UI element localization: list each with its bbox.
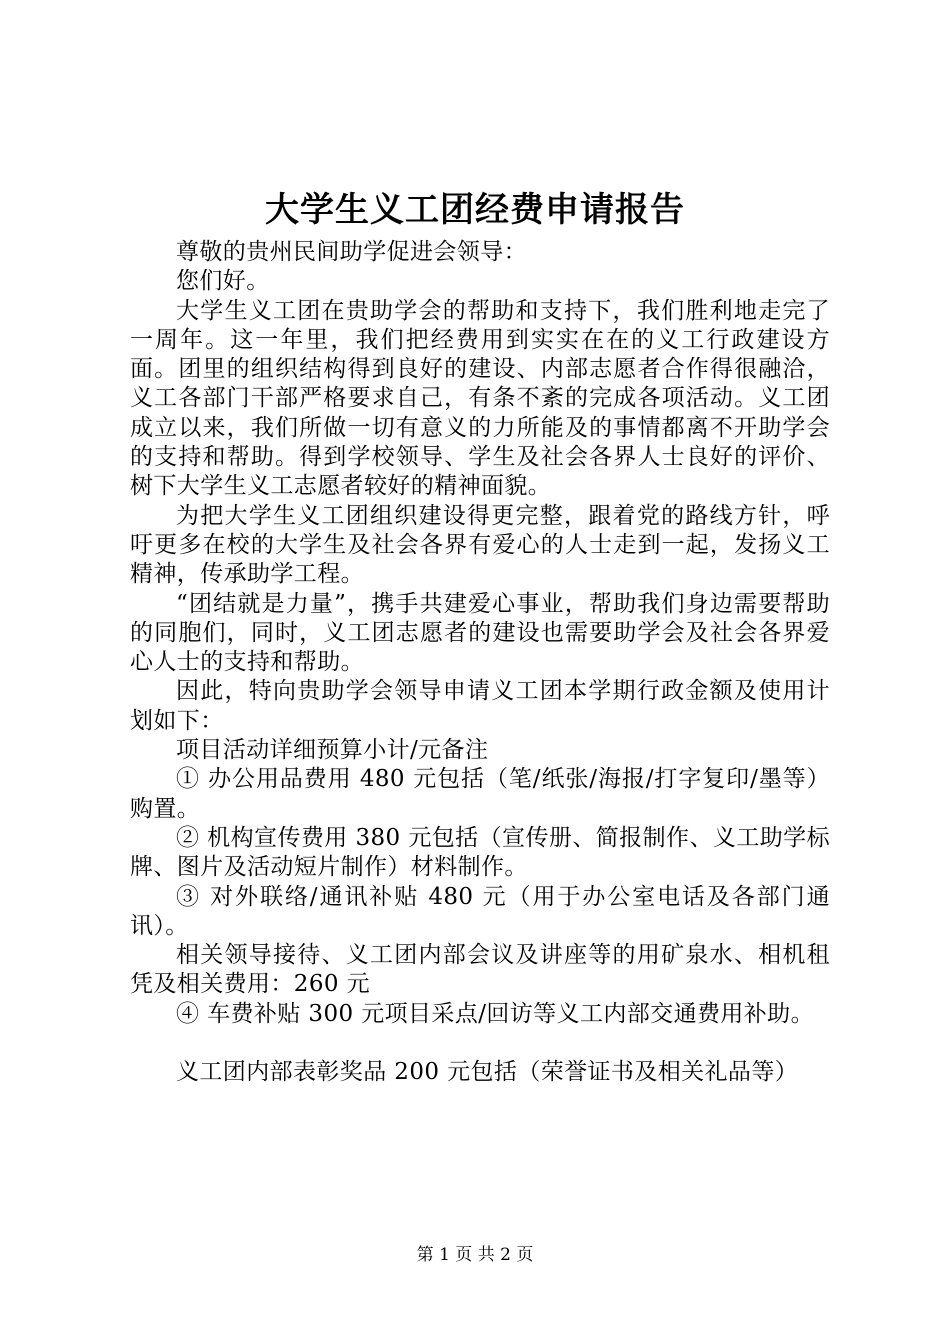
document-body [130,238,830,1087]
budget-item-publicity: ② 机构宣传费用 380 元包括（宣传册、简报制作、义工助学标牌、图片及活动短片制作）材料制作。 [130,824,830,881]
budget-header: 项目活动详细预算小计/元备注 [176,737,489,764]
greeting: 您们好。 [176,268,270,295]
budget-item-reception: 相关领导接待、义工团内部会议及讲座等的用矿泉水、相机租凭及相关费用：260 元 [130,942,830,998]
budget-item-transport: ④ 车费补贴 300 元项目采点/回访等义工内部交通费用补助。 [176,1000,814,1027]
paragraph-request: 因此，特向贵助学会领导申请义工团本学期行政金额及使用计划如下： [130,678,830,734]
paragraph-intro: 大学生义工团在贵助学会的帮助和支持下，我们胜利地走完了一周年。这一年里，我们把经费用到实实在在的义工行政建设方面。团里的组织结构得到良好的建设、内部志愿者合作得很融洽，义工各部门干部严格要求自己，有条不紊的完成各项活动。义工团成立以来，我们所做一切有意义的力所能及的事情都离不开助学会的支持和帮助。得到学校领导、学生及社会各界人士良好的评价、树下大学生义工志愿者较好的精神面貌。 [130,297,830,500]
budget-item-awards: 义工团内部表彰奖品 200 元包括（荣誉证书及相关礼品等） [176,1059,799,1086]
paragraph-goal: 为把大学生义工团组织建设得更完整，跟着党的路线方针，呼吁更多在校的大学生及社会各界有爱心的人士走到一起，发扬义工精神，传承助学工程。 [130,502,830,588]
salutation: 尊敬的贵州民间助学促进会领导： [176,239,527,265]
paragraph-gap [130,1029,830,1058]
budget-item-office: ① 办公用品费用 480 元包括（笔/纸张/海报/打字复印/墨等）购置。 [130,766,830,822]
document-title: 大学生义工团经费申请报告 [265,190,685,230]
page-number: 第 1 页 共 2 页 [416,1245,534,1265]
paragraph-unity: “团结就是力量”，携手共建爱心事业，帮助我们身边需要帮助的同胞们，同时，义工团志愿者的建设也需要助学会及社会各界爱心人士的支持和帮助。 [130,590,830,676]
budget-item-communication: ③ 对外联络/通讯补贴 480 元（用于办公室电话及各部门通讯）。 [130,883,830,939]
